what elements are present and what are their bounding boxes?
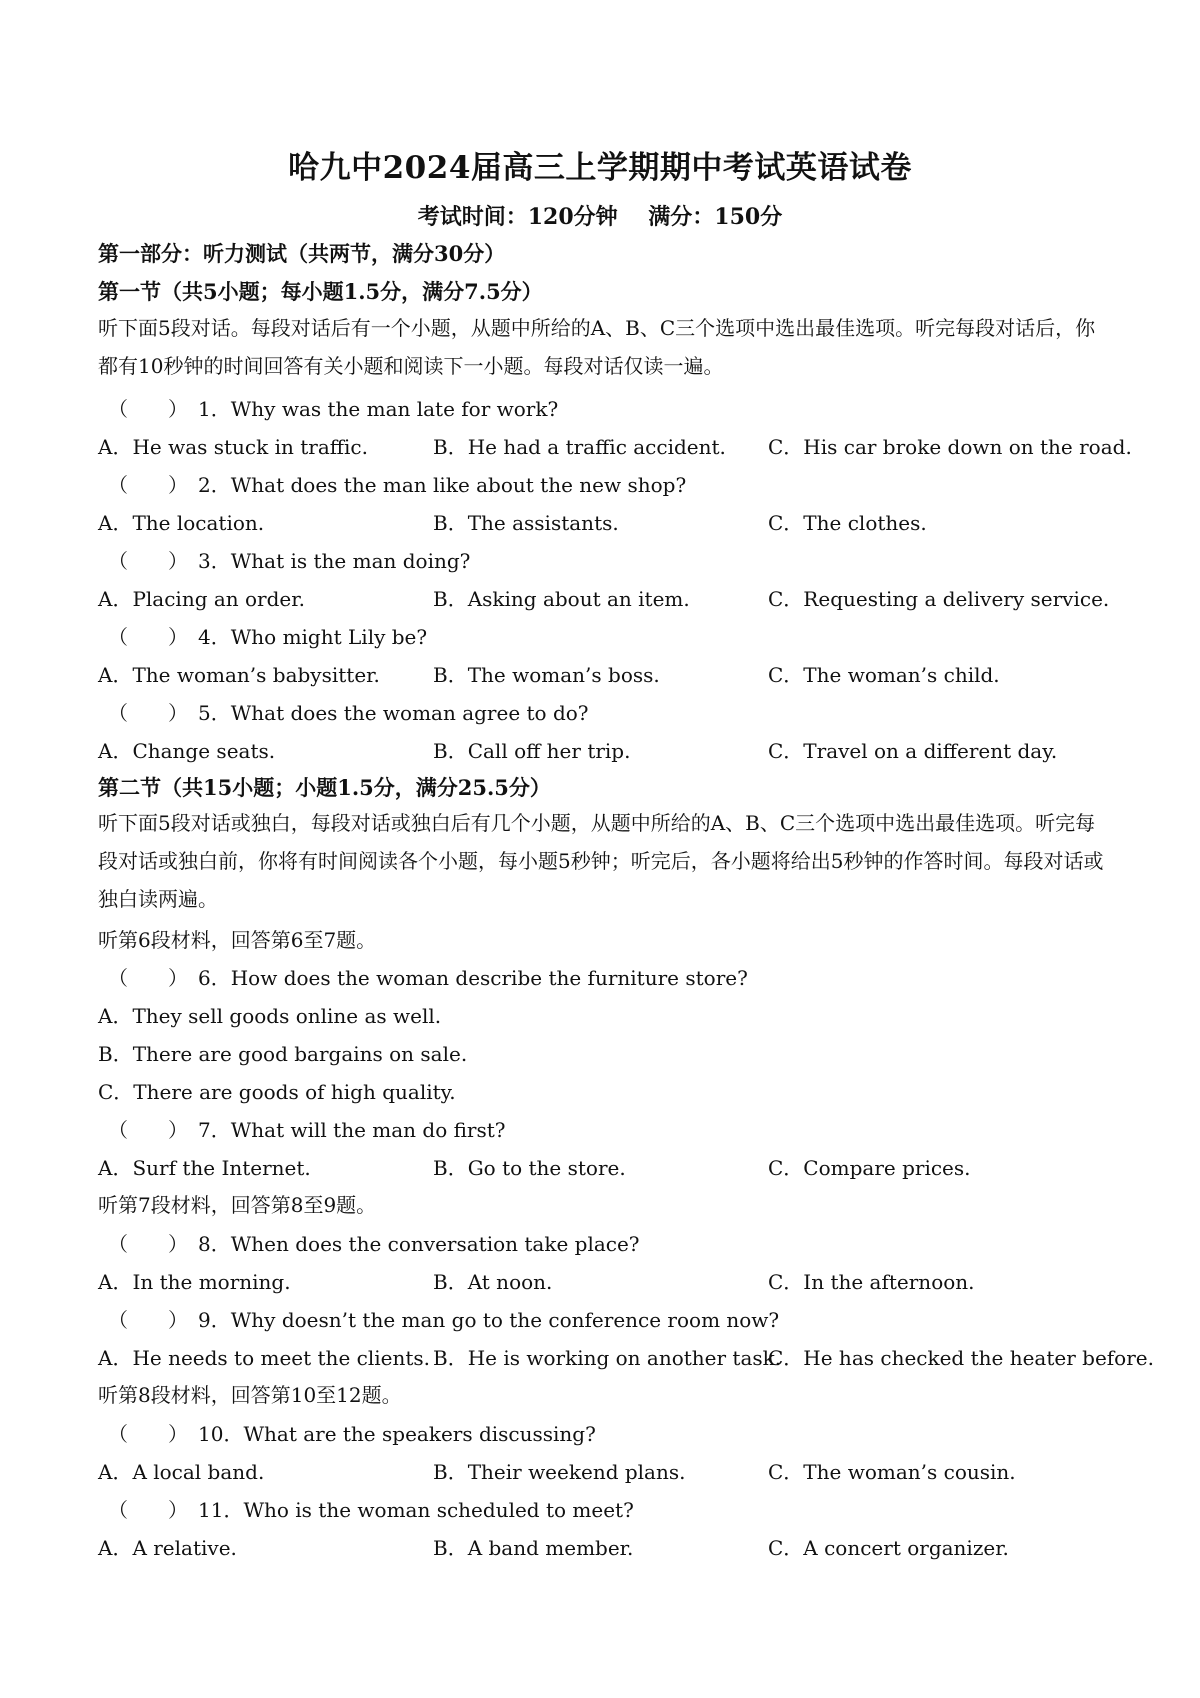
answer-paren-left: （ — [108, 625, 128, 649]
question-11 — [98, 1494, 634, 1523]
question-number: 7． — [198, 1118, 231, 1142]
answer-paren-right: ） — [168, 549, 188, 573]
option-a: A．Surf the Internet. — [98, 1156, 311, 1180]
question-number: 9． — [198, 1308, 231, 1332]
question-number: 10． — [198, 1422, 244, 1446]
material-note-8: 听第8段材料，回答第10至12题。 — [98, 1383, 402, 1407]
answer-paren-right: ） — [168, 1118, 188, 1142]
question-text: How does the woman describe the furniture store? — [230, 966, 748, 990]
answer-paren-right: ） — [168, 1232, 188, 1256]
option-c: C．The woman’s child. — [768, 663, 1000, 687]
option-a: A．They sell goods online as well. — [98, 1004, 442, 1028]
question-number: 1． — [198, 397, 231, 421]
question-text: Why doesn’t the man go to the conference room now? — [230, 1308, 780, 1332]
question-number: 4． — [198, 625, 231, 649]
material-note-6: 听第6段材料，回答第6至7题。 — [98, 928, 377, 952]
answer-paren-right: ） — [168, 701, 188, 725]
question-4 — [98, 621, 427, 650]
option-c: C．Requesting a delivery service. — [768, 587, 1110, 611]
option-b: B．Go to the store. — [433, 1156, 626, 1180]
question-number: 11． — [198, 1498, 244, 1522]
exam-title: 哈九中2024届高三上学期期中考试英语试卷 — [288, 150, 912, 186]
question-number: 2． — [198, 473, 231, 497]
option-b: B．He is working on another task. — [433, 1346, 782, 1370]
option-b: B．Their weekend plans. — [433, 1460, 686, 1484]
answer-paren-right: ） — [168, 1498, 188, 1522]
answer-paren-right: ） — [168, 966, 188, 990]
option-c: C．He has checked the heater before. — [768, 1346, 1154, 1370]
option-a: A．He was stuck in traffic. — [98, 435, 368, 459]
option-c: C．Compare prices. — [768, 1156, 971, 1180]
question-1 — [98, 393, 558, 422]
question-3 — [98, 545, 470, 574]
section2-instructions: 听下面5段对话或独白，每段对话或独白后有几个小题，从题中所给的A、B、C三个选项中选出最佳选项。听完每段对话或独白前，你将有时间阅读各个小题，每小题5秒钟；听完后，各小题将给出5秒钟的作答时间。每段对话或独白读两遍。 — [98, 811, 1104, 911]
section1-heading: 第一节（共5小题；每小题1.5分，满分7.5分） — [98, 279, 543, 304]
answer-paren-right: ） — [168, 473, 188, 497]
option-c: C．A concert organizer. — [768, 1536, 1009, 1560]
answer-paren-right: ） — [168, 625, 188, 649]
section1-instructions: 听下面5段对话。每段对话后有一个小题，从题中所给的A、B、C三个选项中选出最佳选项。听完每段对话后，你都有10秒钟的时间回答有关小题和阅读下一小题。每段对话仅读一遍。 — [98, 316, 1096, 378]
question-text: Who is the woman scheduled to meet? — [243, 1498, 634, 1522]
question-text: When does the conversation take place? — [230, 1232, 640, 1256]
answer-paren-left: （ — [108, 549, 128, 573]
option-b: B．Asking about an item. — [433, 587, 690, 611]
option-b: B．Call off her trip. — [433, 739, 631, 763]
option-a: A．A relative. — [98, 1536, 237, 1560]
question-text: What is the man doing? — [230, 549, 471, 573]
option-b: B．The woman’s boss. — [433, 663, 660, 687]
answer-paren-left: （ — [108, 1498, 128, 1522]
option-b: B．The assistants. — [433, 511, 619, 535]
question-text: Why was the man late for work? — [230, 397, 559, 421]
question-number: 5． — [198, 701, 231, 725]
option-c: C．The clothes. — [768, 511, 927, 535]
option-b: B．A band member. — [433, 1536, 634, 1560]
section2-heading: 第二节（共15小题；小题1.5分，满分25.5分） — [98, 775, 551, 800]
question-8 — [98, 1228, 640, 1257]
option-a: A．A local band. — [98, 1460, 265, 1484]
option-c: C．In the afternoon. — [768, 1270, 975, 1294]
question-10 — [98, 1418, 596, 1447]
part1-heading: 第一部分：听力测试（共两节，满分30分） — [98, 241, 506, 266]
answer-paren-right: ） — [168, 397, 188, 421]
option-c: C．There are goods of high quality. — [98, 1080, 456, 1104]
option-b: B．He had a traffic accident. — [433, 435, 726, 459]
option-a: A．In the morning. — [98, 1270, 291, 1294]
question-text: What are the speakers discussing? — [243, 1422, 596, 1446]
material-note-7: 听第7段材料，回答第8至9题。 — [98, 1193, 377, 1217]
question-text: What does the man like about the new shop? — [230, 473, 687, 497]
question-5 — [98, 697, 589, 726]
question-9 — [98, 1304, 779, 1333]
option-c: C．Travel on a different day. — [768, 739, 1058, 763]
option-a: A．Change seats. — [98, 739, 276, 763]
answer-paren-right: ） — [168, 1308, 188, 1332]
question-6 — [98, 962, 748, 991]
question-text: What will the man do first? — [230, 1118, 506, 1142]
answer-paren-left: （ — [108, 1422, 128, 1446]
question-number: 3． — [198, 549, 231, 573]
option-c: C．The woman’s cousin. — [768, 1460, 1016, 1484]
answer-paren-right: ） — [168, 1422, 188, 1446]
option-b: B．There are good bargains on sale. — [98, 1042, 468, 1066]
question-7 — [98, 1114, 506, 1143]
answer-paren-left: （ — [108, 966, 128, 990]
answer-paren-left: （ — [108, 1308, 128, 1332]
answer-paren-left: （ — [108, 1232, 128, 1256]
answer-paren-left: （ — [108, 701, 128, 725]
answer-paren-left: （ — [108, 473, 128, 497]
option-a: A．The woman’s babysitter. — [98, 663, 380, 687]
answer-paren-left: （ — [108, 1118, 128, 1142]
question-number: 8． — [198, 1232, 231, 1256]
option-a: A．Placing an order. — [98, 587, 305, 611]
option-a: A．He needs to meet the clients. — [98, 1346, 431, 1370]
question-number: 6． — [198, 966, 231, 990]
question-text: What does the woman agree to do? — [230, 701, 589, 725]
option-b: B．At noon. — [433, 1270, 553, 1294]
option-c: C．His car broke down on the road. — [768, 435, 1132, 459]
exam-subtitle: 考试时间：120分钟 满分：150分 — [417, 204, 783, 230]
question-text: Who might Lily be? — [230, 625, 428, 649]
question-2 — [98, 469, 686, 498]
option-a: A．The location. — [98, 511, 265, 535]
answer-paren-left: （ — [108, 397, 128, 421]
